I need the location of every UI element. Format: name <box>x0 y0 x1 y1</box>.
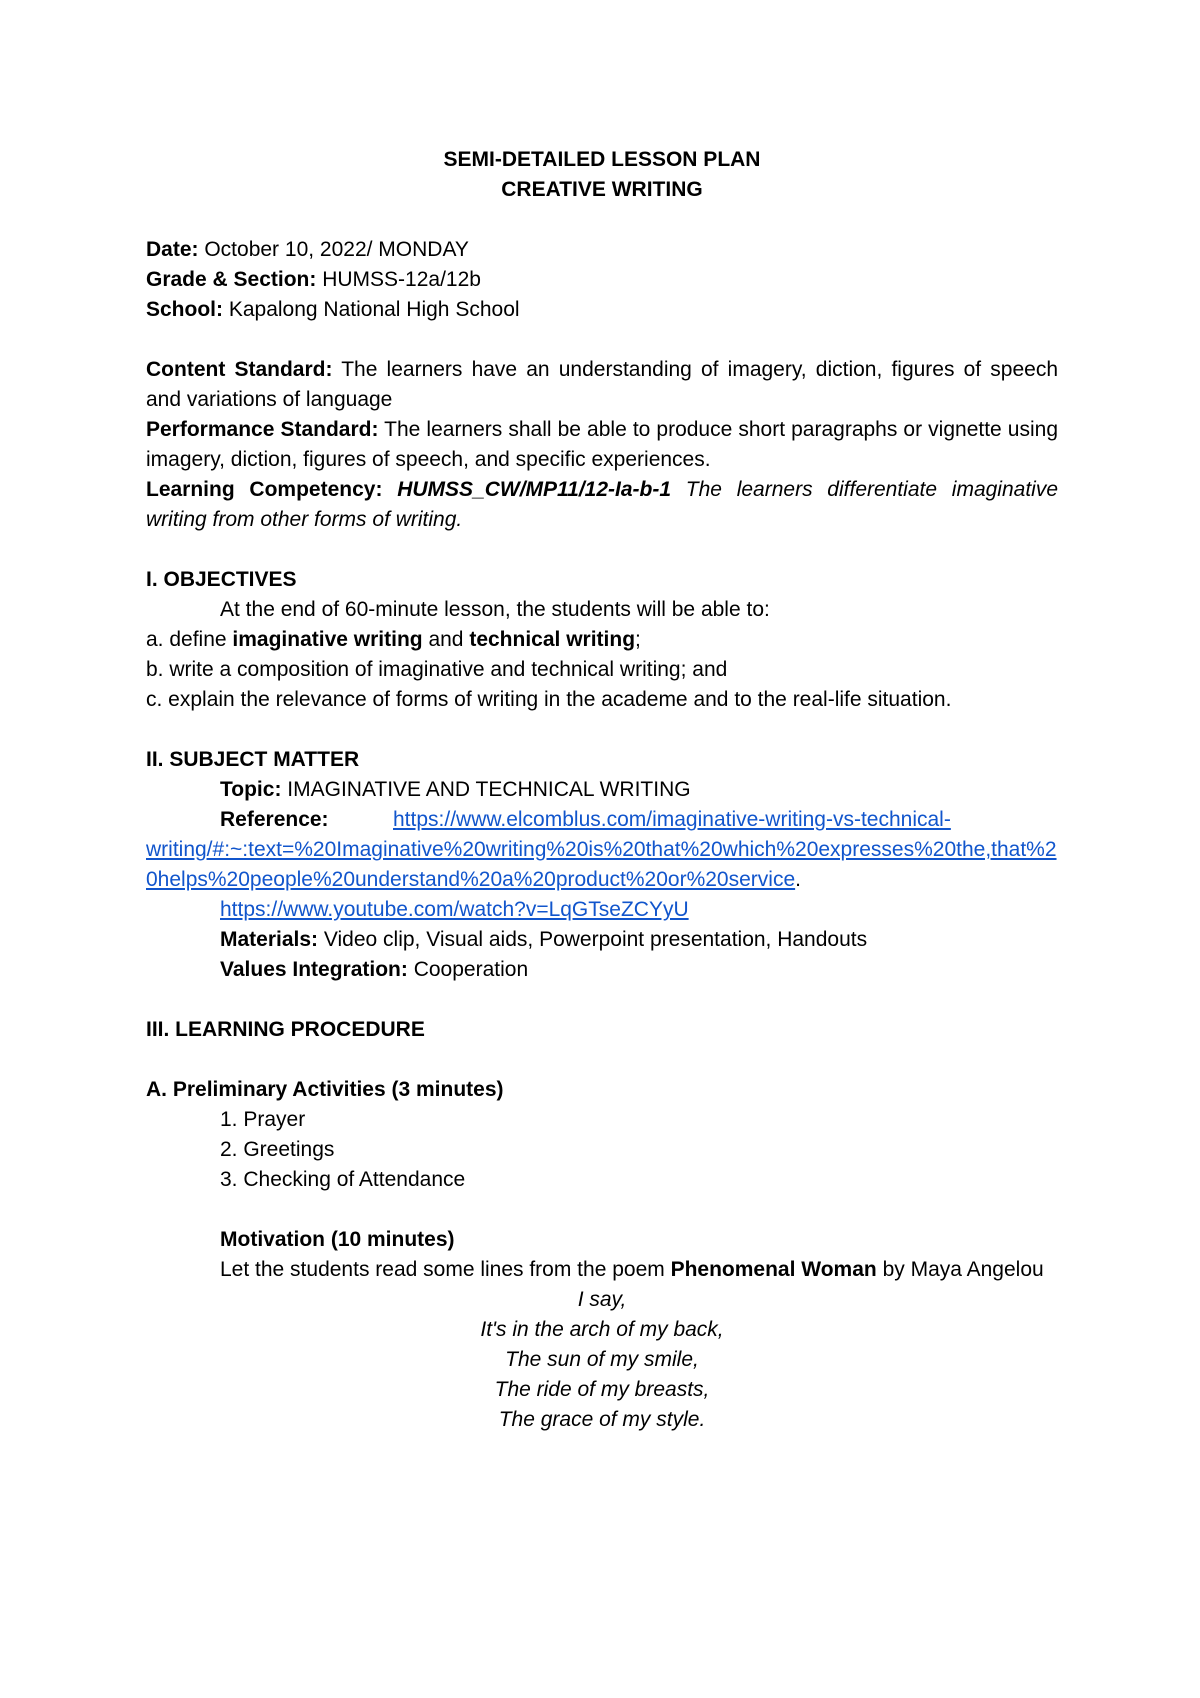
reference-link-1-rest[interactable]: writing/#:~:text=%20Imaginative%20writing%20is%20that%20which%20expresses%20the,that%20helps%20people%20understand%20a%20product%20or%20service <box>146 838 1057 891</box>
subject-matter-heading: II. SUBJECT MATTER <box>146 748 360 771</box>
learning-competency-code: HUMSS_CW/MP11/12-Ia-b-1 <box>397 478 672 501</box>
topic-line <box>146 775 1058 805</box>
poem-title: Phenomenal Woman <box>670 1258 877 1281</box>
school-label: School: <box>146 298 223 321</box>
materials-label: Materials: <box>220 928 319 951</box>
reference-link-1-end: . <box>795 868 801 891</box>
objective-a-and: and <box>422 628 470 651</box>
reference-second-line <box>146 895 1058 925</box>
performance-standard-value: The learners shall be able to produce short paragraphs or vignette using imagery, diction, figures of speech, and specific experiences. <box>146 418 1058 471</box>
content-standard-label: Content Standard: <box>146 358 333 381</box>
topic-label: Topic: <box>220 778 282 801</box>
poem-line: I say, <box>577 1288 627 1311</box>
preliminary-item: 3. Checking of Attendance <box>220 1168 466 1191</box>
performance-standard-label: Performance Standard: <box>146 418 379 441</box>
values-value: Cooperation <box>407 958 529 981</box>
objective-a-term-1: imaginative writing <box>232 628 423 651</box>
objective-a-term-2: technical writing <box>469 628 636 651</box>
date-value: October 10, 2022/ MONDAY <box>198 238 469 261</box>
poem-line: The grace of my style. <box>498 1408 706 1431</box>
motivation-text <box>146 1255 1058 1285</box>
objective-a-prefix: a. define <box>146 628 233 651</box>
topic-value: IMAGINATIVE AND TECHNICAL WRITING <box>281 778 691 801</box>
date-line <box>146 235 1058 265</box>
learning-competency-value: The learners differentiate imaginative writing from other forms of writing. <box>146 478 1059 531</box>
poem-excerpt <box>146 1285 1058 1435</box>
objective-c: c. explain the relevance of forms of writing in the academe and to the real-life situation. <box>146 688 952 711</box>
poem-line: It's in the arch of my back, <box>480 1318 724 1341</box>
preliminary-item: 1. Prayer <box>220 1108 306 1131</box>
materials-value: Video clip, Visual aids, Powerpoint presentation, Handouts <box>318 928 868 951</box>
materials-line <box>146 925 1058 955</box>
poem-line: The sun of my smile, <box>505 1348 699 1371</box>
reference-first-line <box>146 805 1058 835</box>
values-line <box>146 955 1058 985</box>
motivation-heading: Motivation (10 minutes) <box>220 1228 455 1251</box>
grade-value: HUMSS-12a/12b <box>316 268 481 291</box>
content-standard <box>146 355 1058 415</box>
objective-a <box>146 625 1058 655</box>
objectives-intro: At the end of 60-minute lesson, the students will be able to: <box>220 598 770 621</box>
school-value: Kapalong National High School <box>223 298 520 321</box>
objectives-heading: I. OBJECTIVES <box>146 568 297 591</box>
objective-a-suffix: ; <box>635 628 641 651</box>
preliminary-heading: A. Preliminary Activities (3 minutes) <box>146 1078 504 1101</box>
content-standard-value: The learners have an understanding of imagery, diction, figures of speech and variations of language <box>146 358 1058 411</box>
grade-label: Grade & Section: <box>146 268 317 291</box>
document-title <box>146 145 1058 205</box>
motivation-text-start: Let the students read some lines from the poem <box>220 1258 671 1281</box>
reference-link-2[interactable]: https://www.youtube.com/watch?v=LqGTseZCYyU <box>220 898 689 921</box>
learning-competency-label: Learning Competency: <box>146 478 383 501</box>
reference-link-1-start[interactable]: https://www.elcomblus.com/imaginative-writing-vs-technical- <box>393 808 951 831</box>
performance-standard <box>146 415 1058 475</box>
reference-label: Reference: <box>220 808 329 831</box>
objective-b: b. write a composition of imaginative and technical writing; and <box>146 658 728 681</box>
values-label: Values Integration: <box>220 958 408 981</box>
reference-block <box>146 805 1058 925</box>
title-line-2: CREATIVE WRITING <box>501 178 703 201</box>
learning-procedure-heading: III. LEARNING PROCEDURE <box>146 1018 425 1041</box>
school-line <box>146 295 1058 325</box>
grade-line <box>146 265 1058 295</box>
poem-line: The ride of my breasts, <box>494 1378 710 1401</box>
preliminary-item: 2. Greetings <box>220 1138 335 1161</box>
title-line-1: SEMI-DETAILED LESSON PLAN <box>443 148 761 171</box>
learning-competency <box>146 475 1058 535</box>
date-label: Date: <box>146 238 199 261</box>
reference-continuation <box>146 835 1058 895</box>
motivation-text-end: by Maya Angelou <box>876 1258 1044 1281</box>
